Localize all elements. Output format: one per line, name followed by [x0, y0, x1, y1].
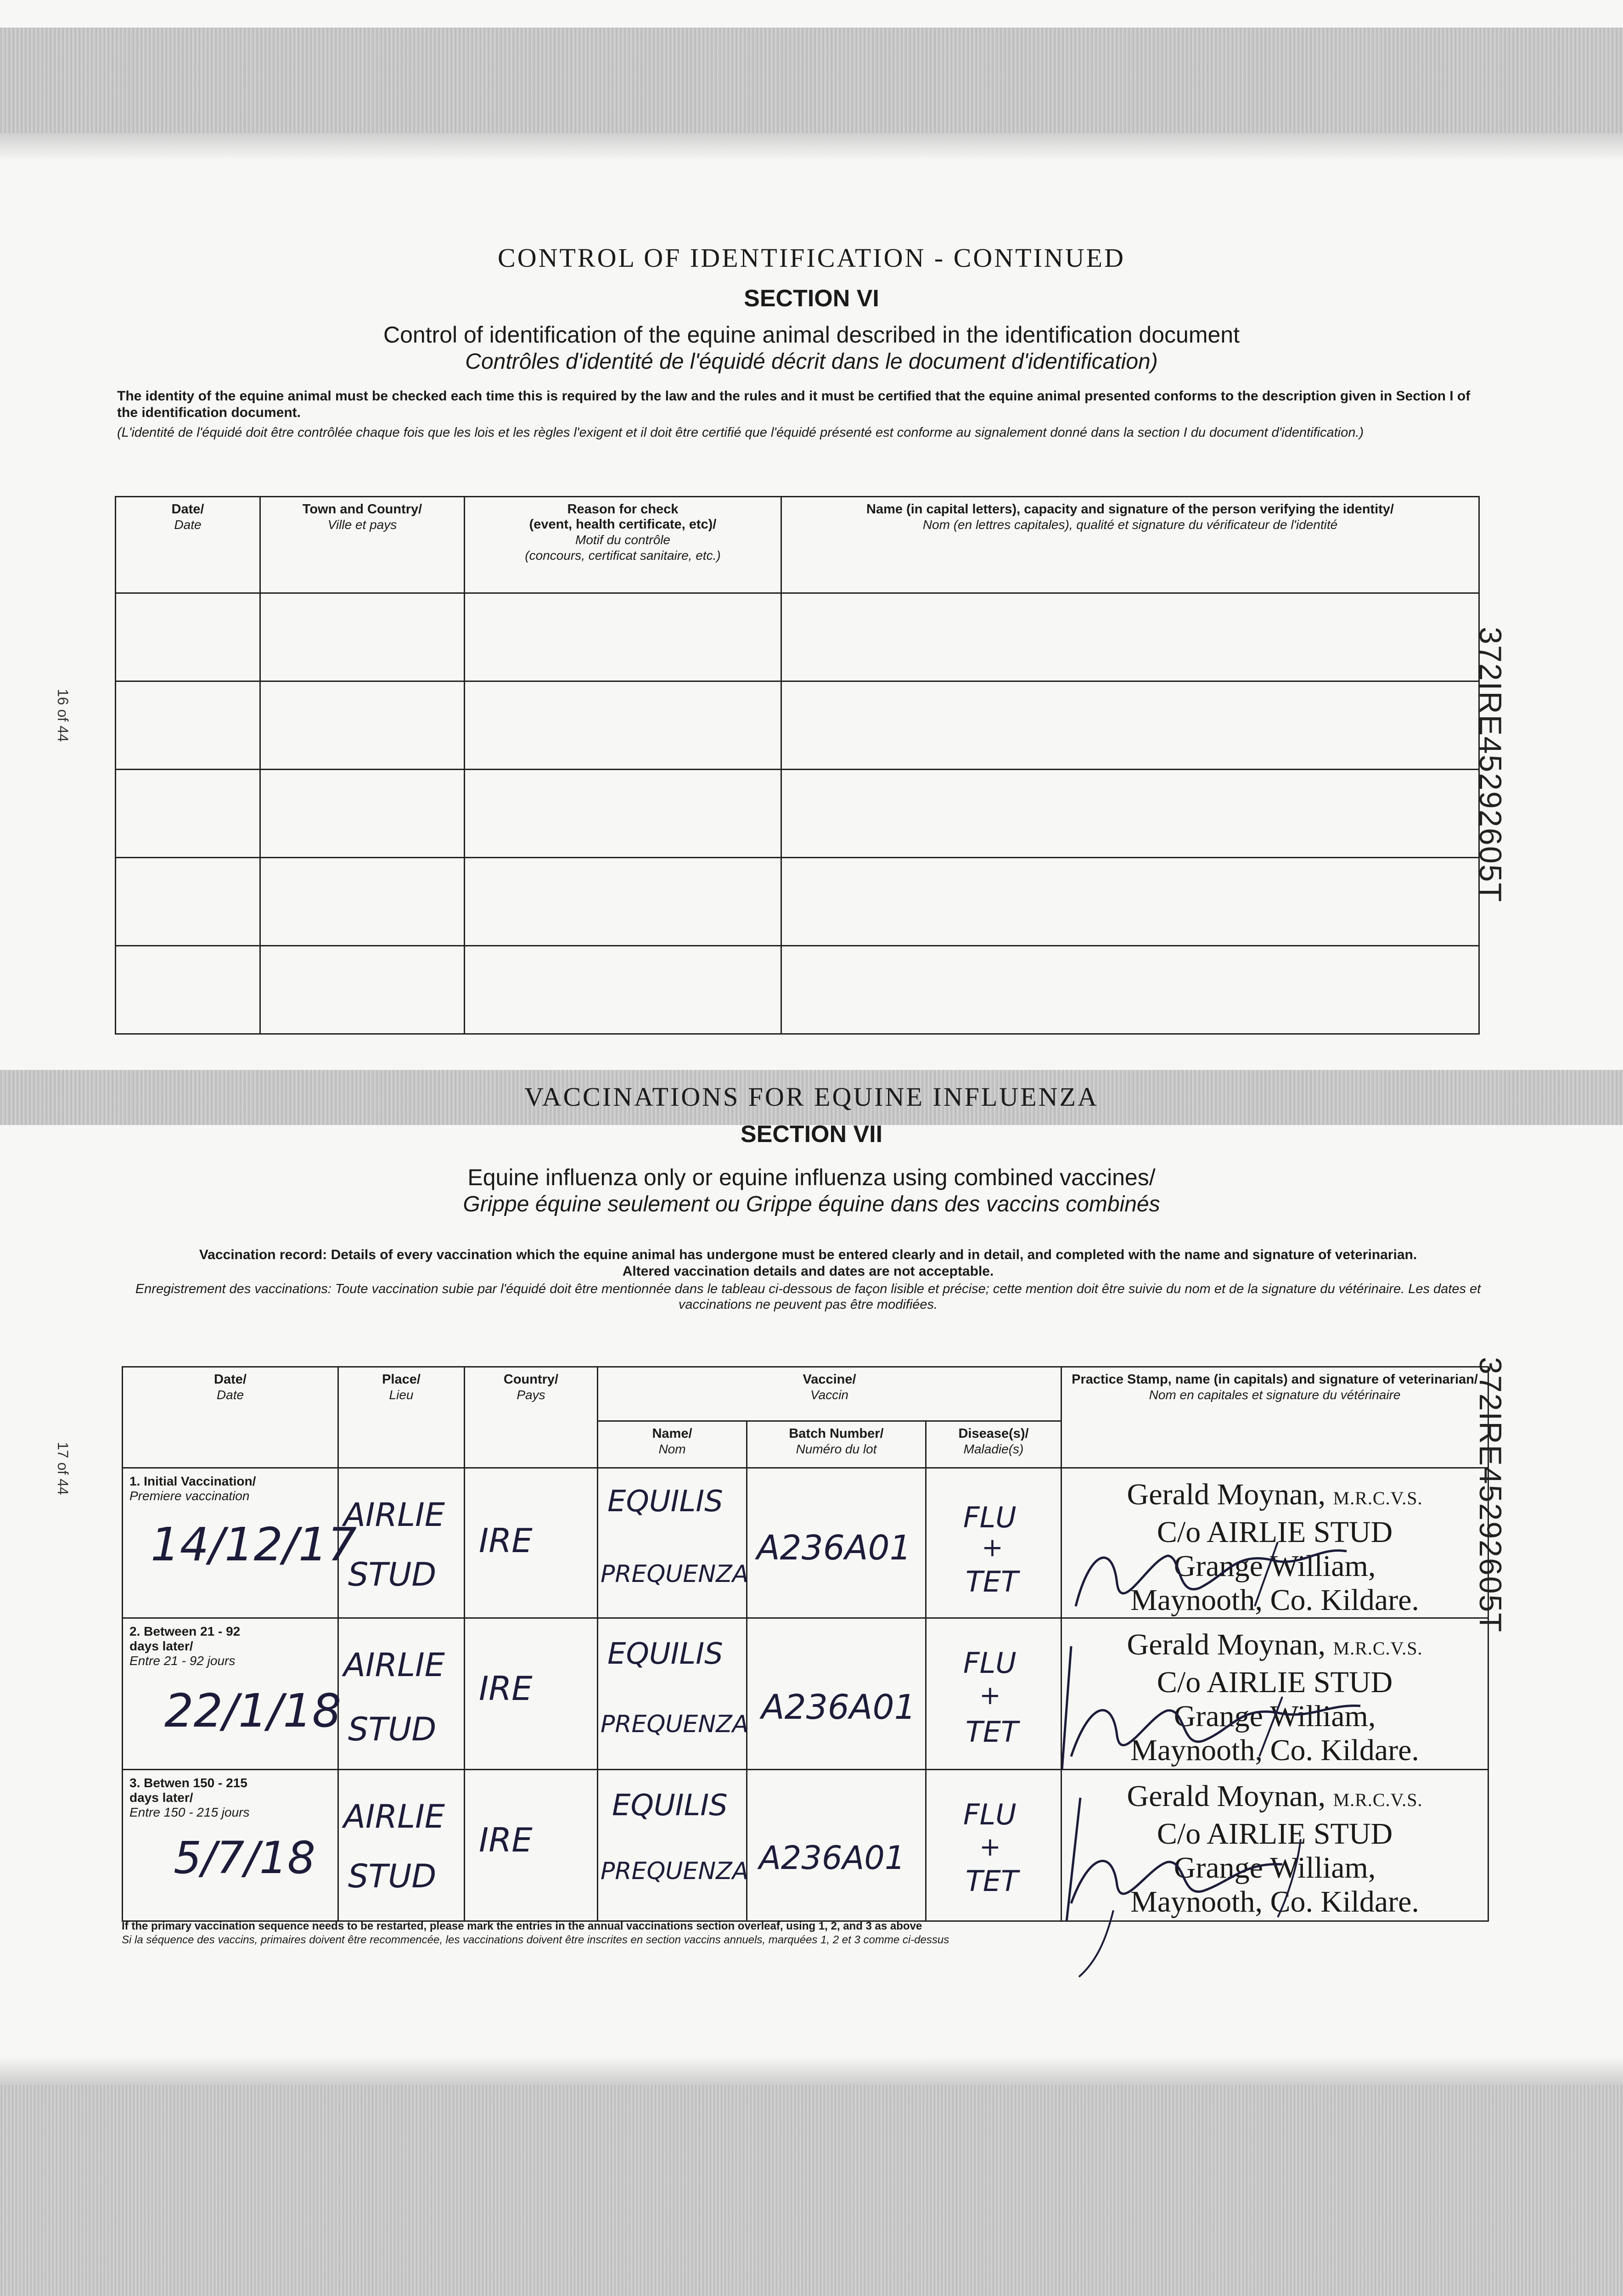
verifier-cell[interactable]: [781, 946, 1479, 1034]
section7-label: SECTION VII: [740, 1121, 883, 1148]
header-country: Country/ Pays: [465, 1367, 598, 1468]
doc-number-lower: 372IRE45292605T: [1473, 1357, 1508, 1633]
vaccination-2-date-cell[interactable]: 2. Between 21 - 92 days later/ Entre 21 - 92 jours 22/1/18: [123, 1618, 338, 1770]
page-number-17: 17 of 44: [55, 1442, 71, 1495]
section7-footnote-en: If the primary vaccination sequence needs to be restarted, please mark the entries in the annual vaccinations section overleaf, using 1, 2, and 3 as above: [122, 1920, 922, 1932]
vaccination-3-place-line2: STUD: [348, 1857, 437, 1895]
section6-instruction-fr: (L'identité de l'équidé doit être contrôlée chaque fois que les lois et les règles l'exigent et il doit être certifié que l'équidé présenté est conforme au signalement donné dans la section I du document d'identification.): [117, 425, 1364, 440]
date-cell[interactable]: [116, 858, 260, 946]
town-cell[interactable]: [260, 770, 465, 858]
section6-label: SECTION VI: [744, 285, 879, 312]
vaccination-3-disease-line3: TET: [966, 1864, 1018, 1898]
vaccination-3-name-line1: EQUILIS: [612, 1789, 728, 1823]
section7-record-fr: Enregistrement des vaccinations: Toute vaccination subie par l'équidé doit être mentionnée dans le tableau ci-dessous de façon lisible et précise; cette mention doit être suivie du nom et de la signature du vétérinaire. Les dates et vaccinations ne peuvent pas être modifiées.: [135, 1282, 1481, 1312]
vaccination-1-name-line1: EQUILIS: [607, 1485, 723, 1519]
vaccination-2-disease-cell[interactable]: [926, 1618, 1061, 1770]
vaccination-1-date: 14/12/17: [151, 1518, 357, 1571]
vaccination-1-country-cell[interactable]: [465, 1468, 598, 1618]
header-practice-stamp: Practice Stamp, name (in capitals) and signature of veterinarian/ Nom en capitales et signature du vétérinaire: [1061, 1367, 1488, 1468]
vaccination-1-country: IRE: [479, 1521, 533, 1560]
section6-title-en: Control of identification of the equine animal described in the identification document: [383, 322, 1240, 348]
section6-continued-heading: CONTROL OF IDENTIFICATION - CONTINUED: [498, 243, 1125, 273]
page-number-16: 16 of 44: [55, 689, 71, 742]
reason-cell[interactable]: [465, 770, 781, 858]
section7-title-fr: Grippe équine seulement ou Grippe équine dans des vaccins combinés: [463, 1192, 1160, 1216]
reason-cell[interactable]: [465, 946, 781, 1034]
vaccination-1-name-line2: PREQUENZA: [601, 1560, 749, 1588]
vaccination-3-disease-line2: +: [979, 1832, 1001, 1862]
section6-title-fr: Contrôles d'identité de l'équidé décrit dans le document d'identification): [465, 349, 1158, 374]
header-batch-number: Batch Number/ Numéro du lot: [747, 1421, 926, 1468]
vaccination-2-place-line1: AIRLIE: [343, 1646, 445, 1684]
vaccination-1-disease-line2: +: [982, 1533, 1003, 1563]
vaccination-2-name-line2: PREQUENZA: [601, 1711, 749, 1738]
vaccination-1-place-cell[interactable]: [338, 1468, 465, 1618]
vaccination-3-country-cell[interactable]: [465, 1770, 598, 1921]
vaccination-3-signature-icon: [1062, 1770, 1489, 1922]
vaccination-3-disease-cell[interactable]: [926, 1770, 1061, 1921]
vaccination-1-place-line2: STUD: [348, 1556, 437, 1593]
table-row: [116, 858, 1479, 946]
vaccination-3-place-cell[interactable]: [338, 1770, 465, 1921]
section7-footnote-fr: Si la séquence des vaccins, primaires doivent être recommencée, les vaccinations doivent être inscrites en section vaccins annuels, marquées 1, 2 et 3 comme ci-dessus: [122, 1934, 949, 1946]
town-cell[interactable]: [260, 946, 465, 1034]
section7-heading: VACCINATIONS FOR EQUINE INFLUENZA: [524, 1082, 1099, 1112]
header-vaccine: Vaccine/ Vaccin: [598, 1367, 1061, 1421]
vaccination-1-disease-line3: TET: [966, 1565, 1018, 1598]
table-row: [123, 1618, 1488, 1770]
vaccination-2-place-cell[interactable]: [338, 1618, 465, 1770]
vaccination-2-batch-cell[interactable]: [747, 1618, 926, 1770]
section7-record-en: Vaccination record: Details of every vaccination which the equine animal has undergone must be entered clearly and in detail, and completed with the name and signature of veterinarian. Altered vaccination details and dates are not acceptable.: [199, 1247, 1417, 1279]
vaccination-1-signature-icon: [1062, 1469, 1489, 1618]
vaccination-1-date-cell[interactable]: 1. Initial Vaccination/ Premiere vaccination 14/12/17: [123, 1468, 338, 1618]
vaccination-3-name-line2: PREQUENZA: [601, 1857, 749, 1885]
vaccination-2-disease-line3: TET: [966, 1715, 1018, 1749]
vaccination-2-name-line1: EQUILIS: [607, 1637, 723, 1671]
date-cell[interactable]: [116, 946, 260, 1034]
table-row: [116, 770, 1479, 858]
vaccination-1-batch: A236A01: [757, 1528, 911, 1568]
date-cell[interactable]: [116, 593, 260, 681]
table-row: [123, 1770, 1488, 1921]
vaccination-1-place-line1: AIRLIE: [343, 1496, 445, 1534]
vaccination-1-vaccine-name-cell[interactable]: [598, 1468, 747, 1618]
vaccination-3-place-line1: AIRLIE: [343, 1798, 445, 1835]
table-row: [116, 681, 1479, 770]
vaccination-2-country-cell[interactable]: [465, 1618, 598, 1770]
table-row: [116, 946, 1479, 1034]
header-date: Date/ Date: [116, 497, 260, 593]
scan-band-top: [0, 28, 1623, 133]
vaccination-1-batch-cell[interactable]: [747, 1468, 926, 1618]
vaccination-2-country: IRE: [479, 1669, 533, 1708]
vaccination-1-practice-stamp: Gerald Moynan, M.R.C.V.S. C/o AIRLIE STUD Grange William, Maynooth, Co. Kildare.: [1061, 1468, 1488, 1618]
vaccination-table: [122, 1366, 1489, 1922]
table-row: [123, 1468, 1488, 1618]
vaccination-3-date: 5/7/18: [174, 1832, 315, 1884]
vaccination-2-batch: A236A01: [761, 1688, 916, 1727]
vaccination-2-signature-icon: [1062, 1619, 1489, 1770]
verifier-cell[interactable]: [781, 593, 1479, 681]
vaccination-2-disease-line1: FLU: [963, 1646, 1016, 1680]
header-vaccine-name: Name/ Nom: [598, 1421, 747, 1468]
reason-cell[interactable]: [465, 858, 781, 946]
table-row: [116, 593, 1479, 681]
vaccination-2-practice-stamp: Gerald Moynan, M.R.C.V.S. C/o AIRLIE STUD Grange William, Maynooth, Co. Kildare.: [1061, 1618, 1488, 1770]
vaccination-3-batch: A236A01: [759, 1839, 905, 1877]
vaccination-2-vaccine-name-cell[interactable]: [598, 1618, 747, 1770]
vaccination-2-disease-line2: +: [979, 1681, 1001, 1711]
header-place: Place/ Lieu: [338, 1367, 465, 1468]
reason-cell[interactable]: [465, 681, 781, 770]
vaccination-3-practice-stamp: Gerald Moynan, M.R.C.V.S. C/o AIRLIE STUD Grange William, Maynooth, Co. Kildare.: [1061, 1770, 1488, 1921]
verifier-cell[interactable]: [781, 681, 1479, 770]
vaccination-3-date-cell[interactable]: 3. Betwen 150 - 215 days later/ Entre 150 - 215 jours 5/7/18: [123, 1770, 338, 1921]
vaccination-1-disease-line1: FLU: [963, 1501, 1016, 1534]
scan-band-bottom-fade: [0, 2057, 1623, 2085]
header-reason: Reason for check (event, health certificate, etc)/ Motif du contrôle (concours, certificat sanitaire, etc.): [465, 497, 781, 593]
town-cell[interactable]: [260, 593, 465, 681]
verifier-cell[interactable]: [781, 770, 1479, 858]
vaccination-1-disease-cell[interactable]: [926, 1468, 1061, 1618]
identity-check-header-row: [116, 497, 1479, 593]
date-cell[interactable]: [116, 681, 260, 770]
vaccination-header-row: [123, 1367, 1488, 1421]
scan-band-bottom: [0, 2085, 1623, 2296]
vaccination-3-disease-line1: FLU: [963, 1798, 1016, 1831]
header-town-country: Town and Country/ Ville et pays: [260, 497, 465, 593]
date-cell[interactable]: [116, 770, 260, 858]
town-cell[interactable]: [260, 858, 465, 946]
identity-check-table: [115, 496, 1480, 1035]
vaccination-2-date: 22/1/18: [164, 1684, 342, 1738]
header-verifier-name: Name (in capital letters), capacity and signature of the person verifying the identity/ Nom (en lettres capitales), qualité et signature du vérificateur de l'identité: [781, 497, 1479, 593]
section6-instruction-en: The identity of the equine animal must be checked each time this is required by the law and the rules and it must be certified that the equine animal presented conforms to the description given in Section I of the identification document.: [117, 388, 1471, 420]
vaccination-3-batch-cell[interactable]: [747, 1770, 926, 1921]
doc-number-upper: 372IRE45292605T: [1473, 627, 1508, 903]
scan-band-top-fade: [0, 133, 1623, 161]
vaccination-3-country: IRE: [479, 1821, 533, 1859]
vaccination-2-place-line2: STUD: [348, 1711, 437, 1748]
vaccination-3-vaccine-name-cell[interactable]: [598, 1770, 747, 1921]
reason-cell[interactable]: [465, 593, 781, 681]
header-disease: Disease(s)/ Maladie(s): [926, 1421, 1061, 1468]
header-date: Date/ Date: [123, 1367, 338, 1468]
footnote-pen-stroke-icon: [1070, 1910, 1120, 1979]
town-cell[interactable]: [260, 681, 465, 770]
section7-title-en: Equine influenza only or equine influenza using combined vaccines/: [467, 1165, 1156, 1190]
verifier-cell[interactable]: [781, 858, 1479, 946]
